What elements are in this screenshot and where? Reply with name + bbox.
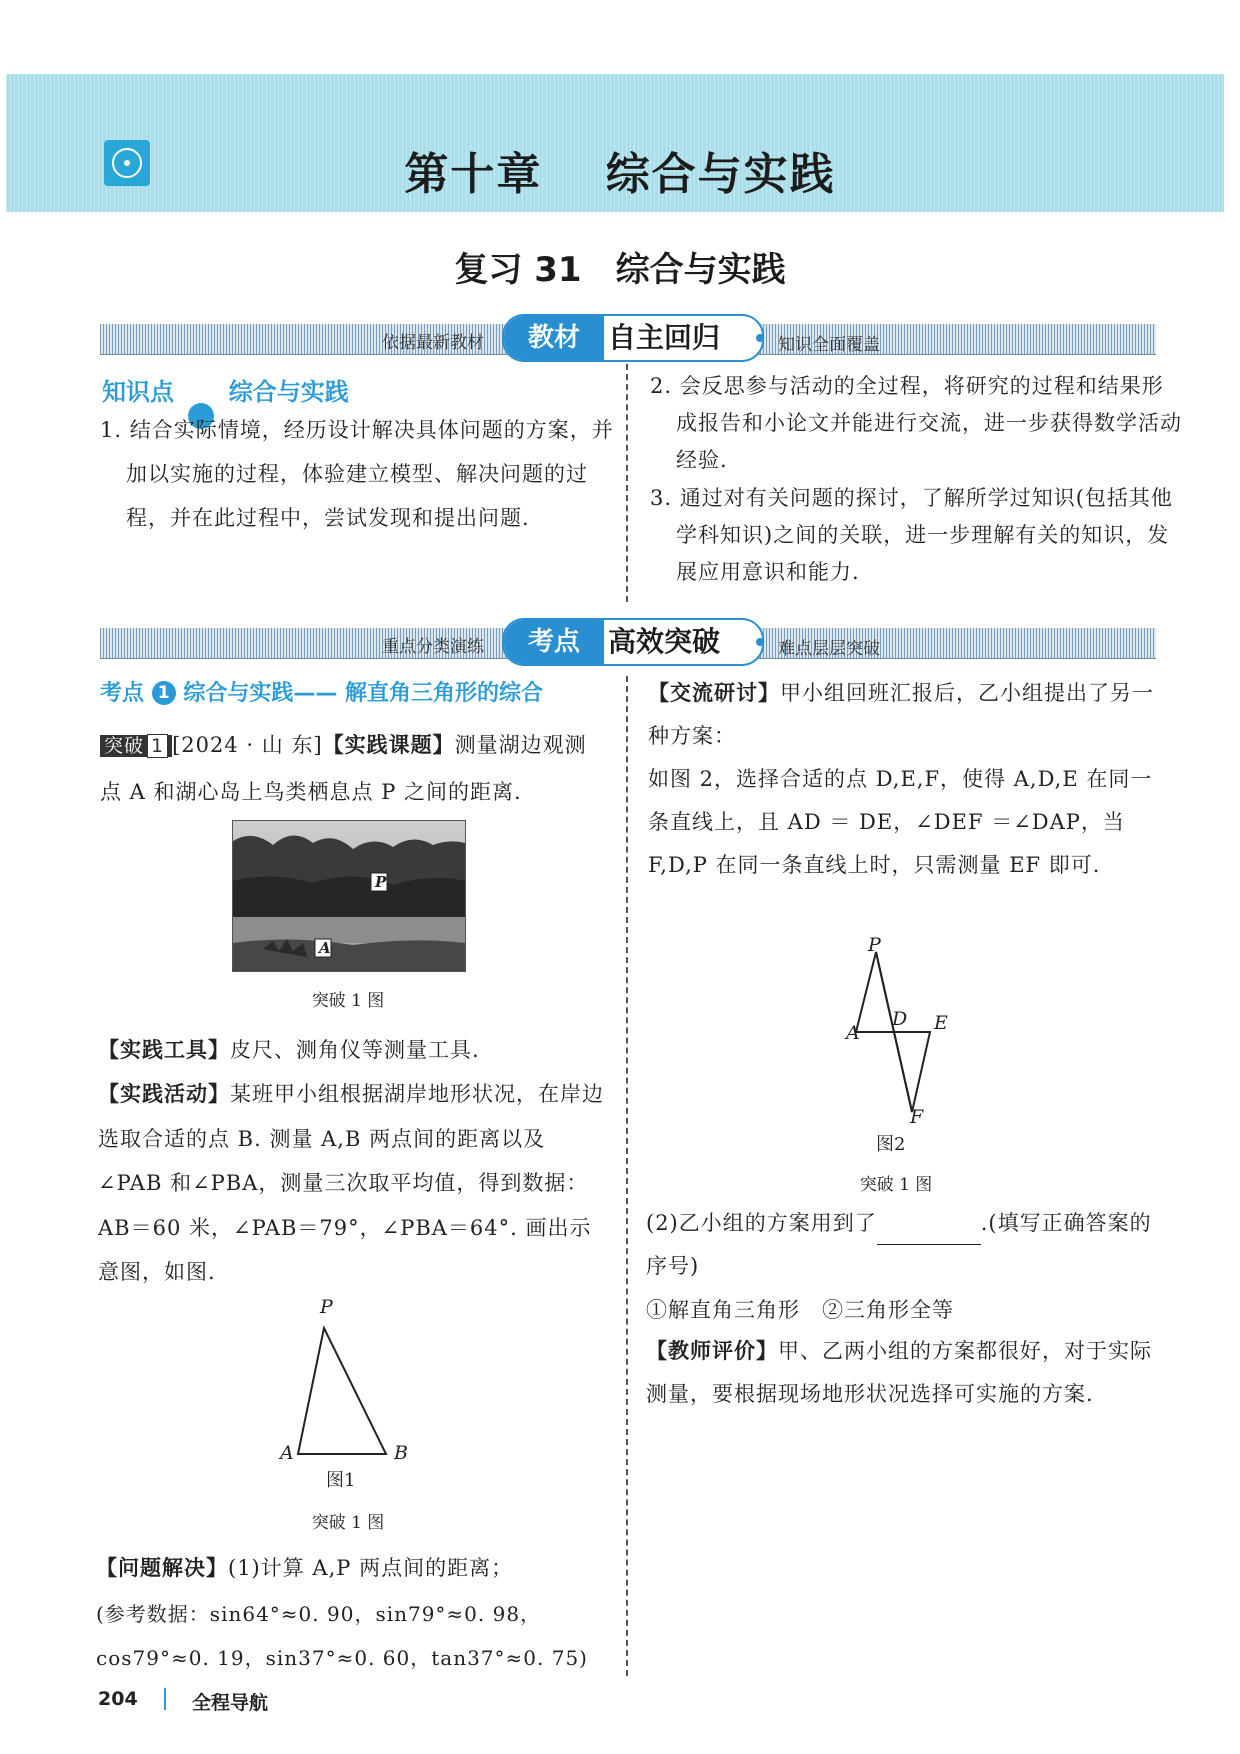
- activity-text: 某班甲小组根据湖岸地形状况，在岸边选取合适的点 B. 测量 A,B 两点间的距离以及∠PAB 和∠PBA，测量三次取平均值，得到数据：AB＝60 米，∠PAB＝79°，∠PBA＝64°. 画出示意图，如图.: [98, 1082, 604, 1284]
- pill-tag: 考点: [504, 620, 604, 664]
- teacher-review: [646, 1330, 1160, 1416]
- fig1-name: 图1: [326, 1470, 356, 1491]
- section-bar-left: 重点分类演练: [382, 637, 484, 657]
- section-pill: [502, 314, 764, 362]
- exchange-text-1: 甲小组回班汇报后，乙小组提出了另一种方案：: [648, 681, 1154, 748]
- exchange-plan: 如图 2，选择合适的点 D,E,F，使得 A,D,E 在同一条直线上，且 AD ＝ DE，∠DEF ＝∠DAP，当 F,D,P 在同一条直线上时，只需测量 EF 即可.: [648, 767, 1153, 877]
- problem-tag: 【问题解决】: [96, 1556, 228, 1580]
- answer-options: ①解直角三角形 ②三角形全等: [646, 1298, 954, 1322]
- review-tag: 【教师评价】: [646, 1339, 778, 1363]
- pill-title: 高效突破: [608, 625, 721, 658]
- tools-text: 皮尺、测角仪等测量工具.: [230, 1038, 480, 1062]
- problem-paragraph: [96, 1546, 604, 1590]
- exam-point-number-badge: 1: [152, 681, 176, 705]
- page-number: 204: [98, 1688, 138, 1710]
- fig2-caption: 突破 1 图: [859, 1175, 933, 1195]
- exam-point-title: 综合与实践—— 解直角三角形的综合: [183, 681, 544, 706]
- topic-tag: 【实践课题】: [322, 733, 455, 757]
- knowledge-item-1: 1. 结合实际情境，经历设计解决具体问题的方案，并加以实施的过程，体验建立模型、解决问题的过程，并在此过程中，尝试发现和提出问题.: [100, 418, 614, 530]
- section-bar-exam: [100, 625, 1156, 659]
- activity-paragraph: [98, 1072, 604, 1295]
- knowledge-item-3: 3. 通过对有关问题的探讨，了解所学过知识(包括其他学科知识)之间的关联，进一步理解有关的知识，发展应用意识和能力.: [650, 486, 1173, 584]
- question-2-hint: .(填写正确答案的序号): [646, 1211, 1152, 1278]
- fig2-label-a: A: [846, 1022, 860, 1044]
- chapter-title: 第十章 综合与实践: [404, 149, 836, 200]
- tools-tag: 【实践工具】: [98, 1038, 230, 1062]
- breakthrough-label: 突破 1: [100, 735, 172, 757]
- exchange-paragraph: [648, 672, 1158, 758]
- photo-label-a: A: [319, 939, 331, 957]
- fig2-label-d: D: [892, 1008, 908, 1030]
- figure-1-triangle: [270, 1290, 420, 1460]
- knowledge-item-2: 2. 会反思参与活动的全过程，将研究的过程和结果形成报告和小论文并能进行交流，进一步获得数学活动经验.: [650, 374, 1182, 472]
- section-bar-textbook: [100, 321, 1156, 355]
- pill-tag: 教材: [504, 316, 604, 360]
- question-2-text: (2)乙小组的方案用到了: [646, 1211, 877, 1235]
- fig2-label-f: F: [910, 1106, 924, 1128]
- reference-data: (参考数据：sin64°≈0. 90，sin79°≈0. 98，cos79°≈0. 19，sin37°≈0. 60，tan37°≈0. 75): [96, 1602, 588, 1670]
- tools-paragraph: [98, 1028, 604, 1072]
- knowledge-label: 知识点: [102, 378, 174, 406]
- exam-point-heading: [100, 676, 543, 707]
- photo-label-p: P: [375, 873, 387, 891]
- fig1-caption: 突破 1 图: [311, 1513, 385, 1533]
- footer-divider: [164, 1688, 166, 1710]
- question-2: [646, 1202, 1160, 1288]
- section-bar-right: 难点层层突破: [778, 639, 880, 659]
- activity-tag: 【实践活动】: [98, 1082, 230, 1106]
- answer-blank[interactable]: [877, 1222, 981, 1245]
- review-text: 甲、乙两小组的方案都很好，对于实际测量，要根据现场地形状况选择可实施的方案.: [646, 1339, 1152, 1406]
- exchange-tag: 【交流研讨】: [648, 681, 780, 705]
- review-title: 复习 31 综合与实践: [454, 250, 786, 290]
- footer-title: 全程导航: [192, 1692, 269, 1714]
- fig2-name: 图2: [876, 1134, 906, 1155]
- lake-photo: [232, 820, 466, 972]
- section-bar-right: 知识全面覆盖: [778, 335, 880, 355]
- knowledge-topic: 综合与实践: [228, 378, 349, 406]
- fig1-label-b: B: [394, 1442, 408, 1464]
- exam-point-label: 考点: [100, 681, 145, 706]
- fig1-label-a: A: [280, 1442, 294, 1464]
- fig2-label-p: P: [868, 934, 881, 956]
- fig1-label-p: P: [320, 1296, 333, 1318]
- breakthrough-intro: [100, 722, 604, 815]
- column-divider-top: [626, 364, 628, 602]
- pill-title: 自主回归: [608, 321, 721, 354]
- photo-caption: 突破 1 图: [311, 991, 385, 1011]
- pill-dot-icon: [756, 638, 764, 646]
- section-bar-left: 依据最新教材: [382, 333, 484, 353]
- column-divider-bottom: [626, 676, 628, 1676]
- breakthrough-source: [2024 · 山 东]: [172, 733, 323, 757]
- problem-text: (1)计算 A,P 两点间的距离；: [228, 1556, 514, 1580]
- topic-text: 测量湖边观测点 A 和湖心岛上鸟类栖息点 P 之间的距离.: [100, 733, 587, 804]
- fig2-label-e: E: [934, 1012, 948, 1034]
- section-pill: [502, 618, 764, 666]
- pill-dot-icon: [756, 334, 764, 342]
